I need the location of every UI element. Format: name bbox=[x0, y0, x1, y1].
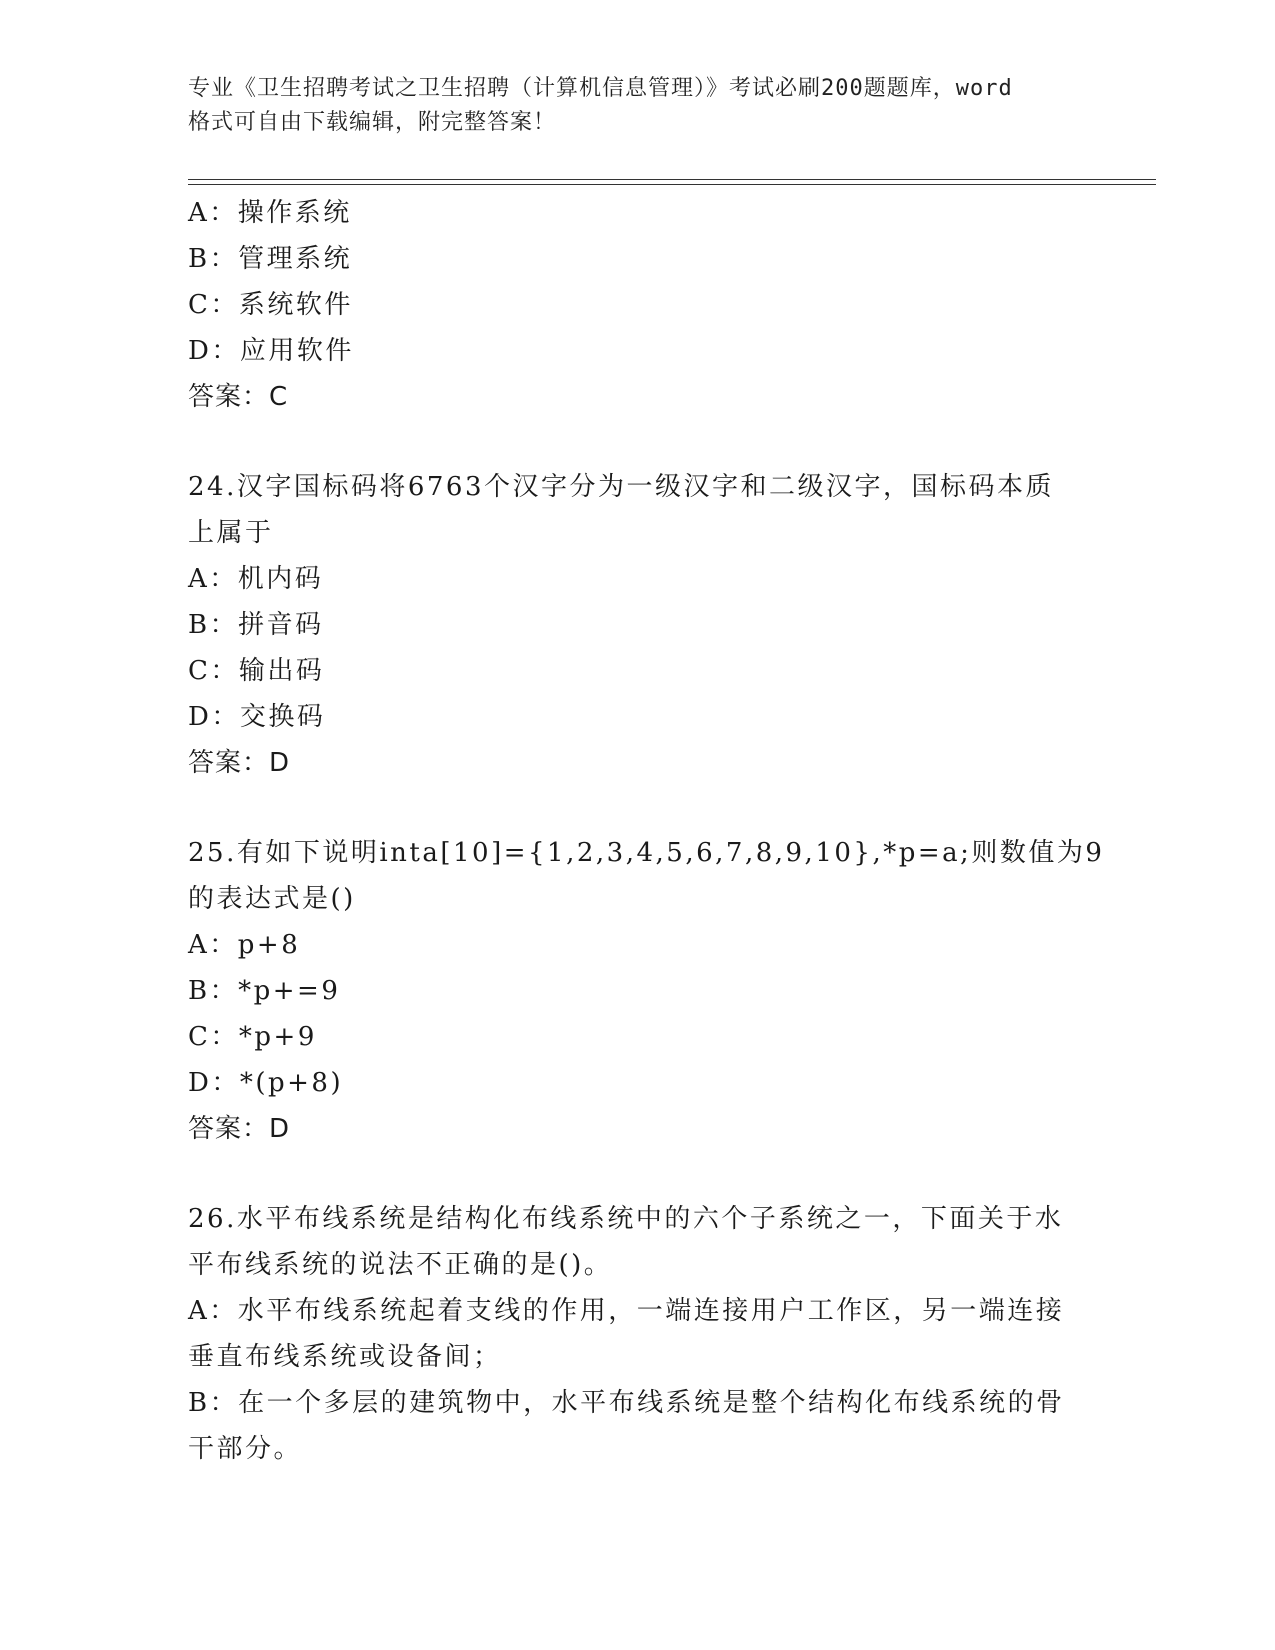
spacer bbox=[188, 1152, 1088, 1196]
question-stem-line-1: 25.有如下说明inta[10]={1,2,3,4,5,6,7,8,9,10},*p=a;则数值为9 bbox=[188, 838, 1105, 868]
option-c: C：系统软件 bbox=[188, 290, 353, 320]
question-26 bbox=[188, 1196, 1088, 1472]
header-line-1: 专业《卫生招聘考试之卫生招聘（计算机信息管理）》考试必刷200题题库，word bbox=[188, 76, 1013, 101]
question-25 bbox=[188, 830, 1105, 1152]
option-b-line-2: 干部分。 bbox=[188, 1434, 303, 1464]
option-a: A：操作系统 bbox=[188, 198, 352, 228]
question-stem-line-1: 26.水平布线系统是结构化布线系统中的六个子系统之一，下面关于水 bbox=[188, 1204, 1064, 1234]
option-c: C：*p+9 bbox=[188, 1022, 317, 1052]
option-a: A：机内码 bbox=[188, 564, 324, 594]
document-body bbox=[188, 190, 1105, 1472]
question-23 bbox=[188, 190, 1088, 420]
option-a: A：p+8 bbox=[188, 930, 301, 960]
spacer bbox=[188, 786, 1088, 830]
answer: 答案：D bbox=[188, 1114, 291, 1144]
question-stem-line-2: 的表达式是() bbox=[188, 884, 356, 914]
option-a-line-2: 垂直布线系统或设备间； bbox=[188, 1342, 502, 1372]
option-b: B：*p+=9 bbox=[188, 976, 341, 1006]
option-d: D：*(p+8) bbox=[188, 1068, 344, 1098]
answer: 答案：D bbox=[188, 748, 291, 778]
question-24 bbox=[188, 464, 1088, 786]
option-b-line-1: B：在一个多层的建筑物中，水平布线系统是整个结构化布线系统的骨 bbox=[188, 1388, 1065, 1418]
option-d: D：交换码 bbox=[188, 702, 326, 732]
option-b: B：管理系统 bbox=[188, 244, 353, 274]
option-b: B：拼音码 bbox=[188, 610, 324, 640]
header-line-2: 格式可自由下载编辑，附完整答案！ bbox=[188, 110, 557, 135]
header-divider-bottom bbox=[188, 184, 1156, 185]
option-a-line-1: A：水平布线系统起着支线的作用，一端连接用户工作区，另一端连接 bbox=[188, 1296, 1065, 1326]
question-stem-line-2: 平布线系统的说法不正确的是()。 bbox=[188, 1250, 613, 1280]
answer: 答案：C bbox=[188, 382, 289, 412]
option-c: C：输出码 bbox=[188, 656, 325, 686]
option-d: D：应用软件 bbox=[188, 336, 354, 366]
document-header bbox=[188, 72, 1088, 140]
header-divider-top bbox=[188, 179, 1156, 180]
question-stem-line-2: 上属于 bbox=[188, 518, 274, 548]
question-stem-line-1: 24.汉字国标码将6763个汉字分为一级汉字和二级汉字，国标码本质 bbox=[188, 472, 1055, 502]
spacer bbox=[188, 420, 1088, 464]
